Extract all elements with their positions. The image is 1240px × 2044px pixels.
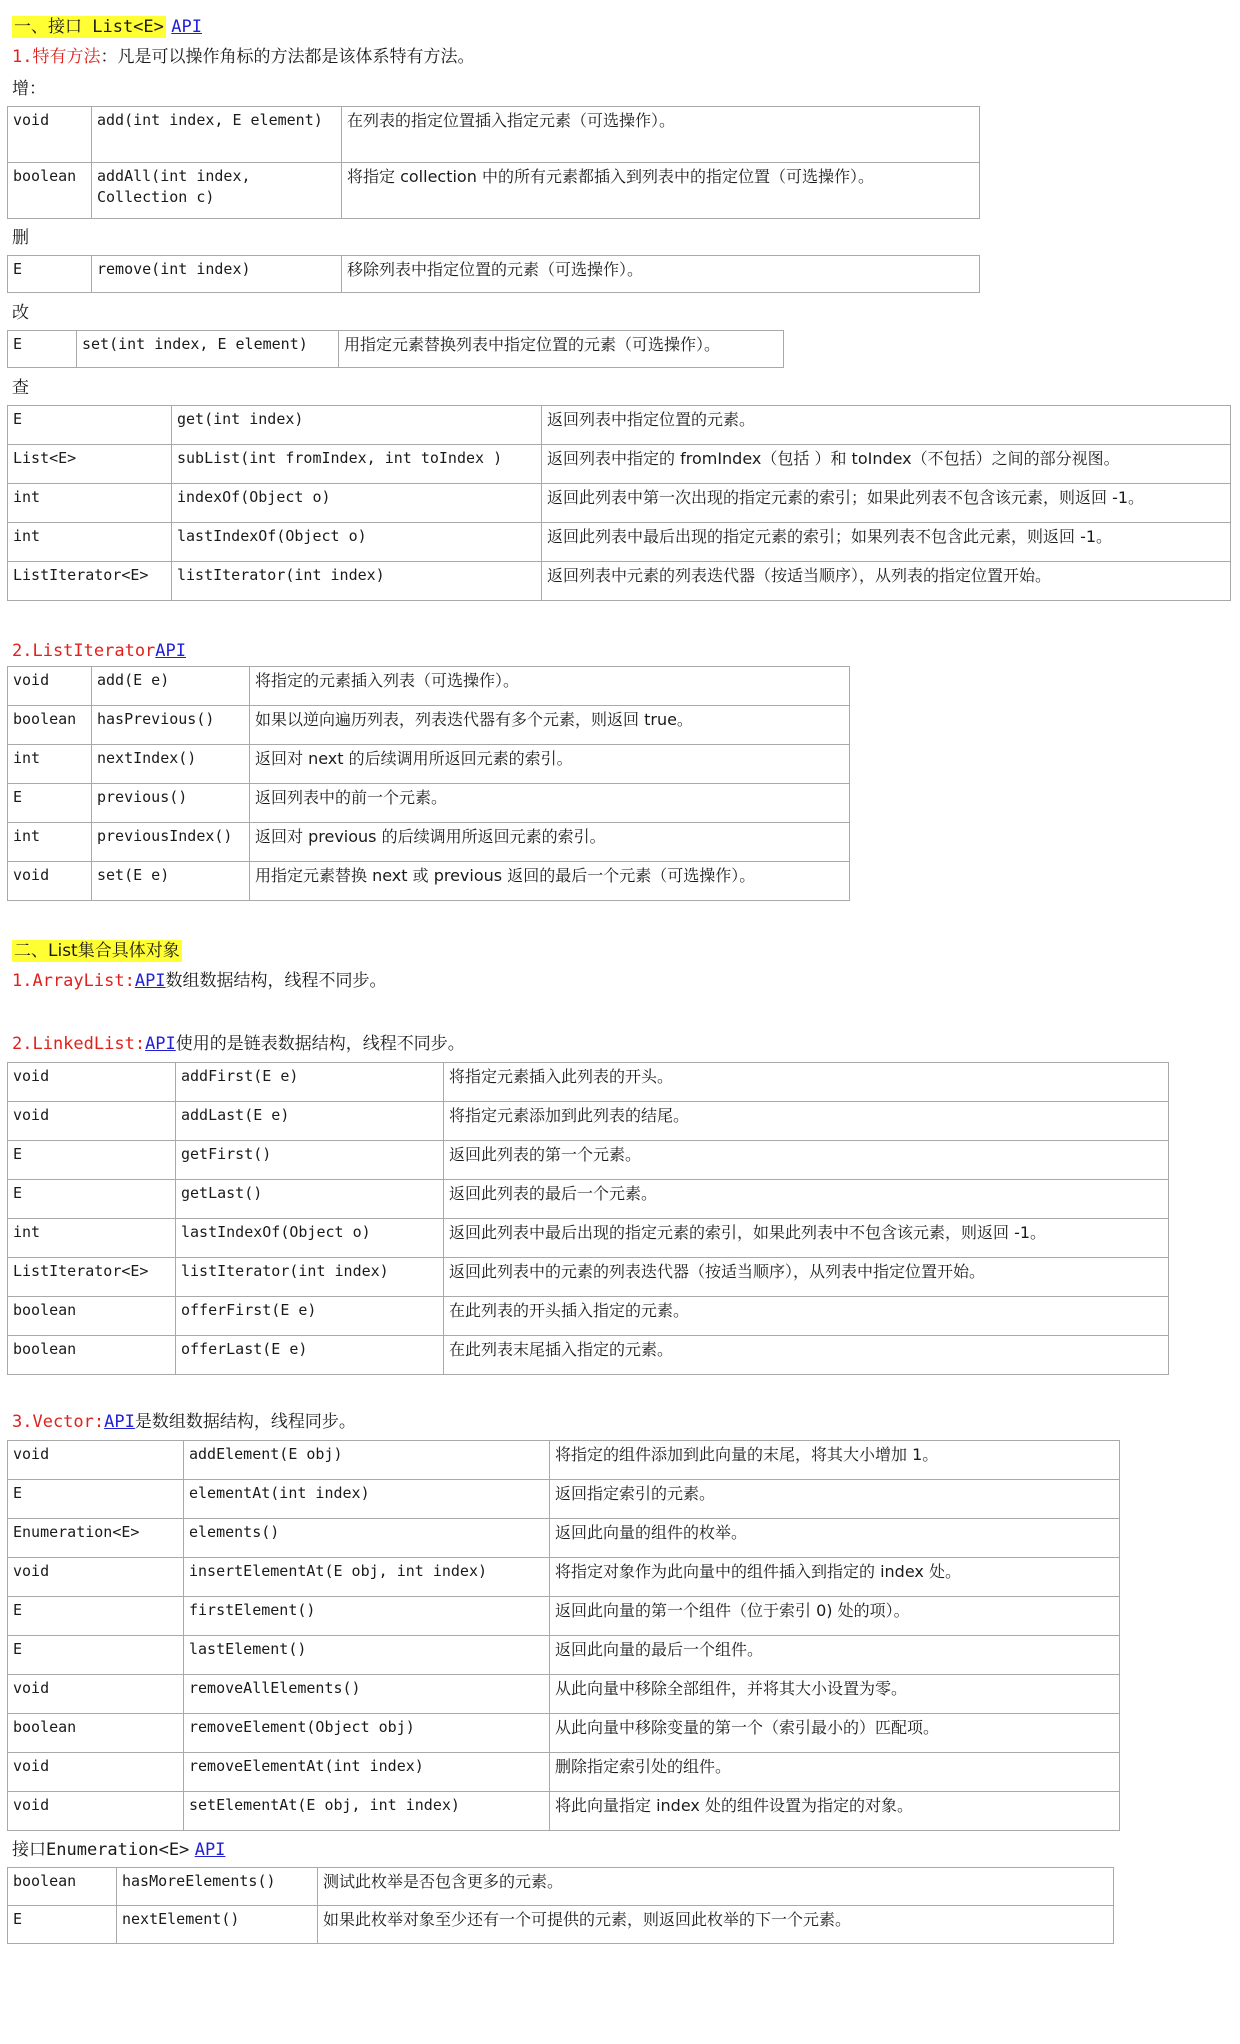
method-description-cell: 返回此向量的组件的枚举。 bbox=[550, 1519, 1120, 1558]
return-type-cell: E bbox=[8, 1597, 184, 1636]
method-description-cell: 返回此向量的第一个组件（位于索引 0) 处的项）。 bbox=[550, 1597, 1120, 1636]
method-signature-cell: remove(int index) bbox=[92, 256, 342, 293]
return-type-cell: E bbox=[8, 1636, 184, 1675]
method-signature-cell: hasMoreElements() bbox=[117, 1868, 318, 1906]
table-row bbox=[8, 1297, 1169, 1336]
return-type-cell: E bbox=[8, 1480, 184, 1519]
method-description-cell: 如果以逆向遍历列表，列表迭代器有多个元素，则返回 true。 bbox=[250, 706, 850, 745]
table-row bbox=[8, 562, 1231, 601]
table-row bbox=[8, 1558, 1120, 1597]
method-description-cell: 移除列表中指定位置的元素（可选操作）。 bbox=[342, 256, 980, 293]
delete-label: 删 bbox=[12, 228, 29, 248]
special-methods-line bbox=[12, 46, 474, 68]
method-signature-cell: hasPrevious() bbox=[92, 706, 250, 745]
return-type-cell: void bbox=[8, 1753, 184, 1792]
return-type-cell: int bbox=[8, 823, 92, 862]
method-signature-cell: indexOf(Object o) bbox=[172, 484, 542, 523]
arraylist-desc: 数组数据结构，线程不同步。 bbox=[165, 971, 387, 991]
method-signature-cell: offerLast(E e) bbox=[176, 1336, 444, 1375]
method-description-cell: 返回列表中指定的 fromIndex（包括 ）和 toIndex（不包括）之间的部分视图。 bbox=[542, 445, 1231, 484]
table-row bbox=[8, 1868, 1114, 1906]
method-description-cell: 测试此枚举是否包含更多的元素。 bbox=[318, 1868, 1114, 1906]
method-description-cell: 返回此列表的第一个元素。 bbox=[444, 1141, 1169, 1180]
return-type-cell: void bbox=[8, 107, 92, 163]
method-signature-cell: set(E e) bbox=[92, 862, 250, 901]
return-type-cell: void bbox=[8, 1063, 176, 1102]
section1-heading-text: 一、接口 List<E> bbox=[14, 17, 164, 37]
method-description-cell: 返回此列表中最后出现的指定元素的索引；如果列表不包含此元素，则返回 -1。 bbox=[542, 523, 1231, 562]
special-num: 1. bbox=[12, 47, 33, 67]
method-description-cell: 在此列表末尾插入指定的元素。 bbox=[444, 1336, 1169, 1375]
return-type-cell: void bbox=[8, 1102, 176, 1141]
return-type-cell: boolean bbox=[8, 706, 92, 745]
table-row bbox=[8, 406, 1231, 445]
table-row bbox=[8, 484, 1231, 523]
return-type-cell: void bbox=[8, 862, 92, 901]
return-type-cell: E bbox=[8, 256, 92, 293]
arraylist-api-link[interactable]: API bbox=[134, 971, 166, 991]
method-description-cell: 返回此列表中最后出现的指定元素的索引，如果此列表中不包含该元素，则返回 -1。 bbox=[444, 1219, 1169, 1258]
vector-line bbox=[12, 1411, 356, 1433]
return-type-cell: ListIterator<E> bbox=[8, 562, 172, 601]
table-row bbox=[8, 331, 784, 368]
enumeration-line bbox=[12, 1839, 225, 1861]
table-row bbox=[8, 1063, 1169, 1102]
method-signature-cell: listIterator(int index) bbox=[176, 1258, 444, 1297]
table-row bbox=[8, 1480, 1120, 1519]
table-row bbox=[8, 445, 1231, 484]
return-type-cell: int bbox=[8, 523, 172, 562]
table-row bbox=[8, 862, 850, 901]
table-row bbox=[8, 163, 980, 219]
method-description-cell: 将指定对象作为此向量中的组件插入到指定的 index 处。 bbox=[550, 1558, 1120, 1597]
arraylist-title: 1.ArrayList: bbox=[12, 971, 135, 991]
listiterator-methods-table bbox=[7, 666, 850, 901]
return-type-cell: void bbox=[8, 1558, 184, 1597]
return-type-cell: ListIterator<E> bbox=[8, 1258, 176, 1297]
enumeration-methods-table bbox=[7, 1867, 1114, 1944]
query-methods-table bbox=[7, 405, 1231, 601]
enumeration-api-link[interactable]: API bbox=[194, 1840, 226, 1860]
method-signature-cell: previousIndex() bbox=[92, 823, 250, 862]
table-row bbox=[8, 1258, 1169, 1297]
vector-methods-table bbox=[7, 1440, 1120, 1831]
return-type-cell: int bbox=[8, 484, 172, 523]
return-type-cell: boolean bbox=[8, 1336, 176, 1375]
table-row bbox=[8, 1141, 1169, 1180]
linkedlist-title: 2.LinkedList: bbox=[12, 1034, 146, 1054]
return-type-cell: Enumeration<E> bbox=[8, 1519, 184, 1558]
method-signature-cell: setElementAt(E obj, int index) bbox=[184, 1792, 550, 1831]
return-type-cell: void bbox=[8, 1441, 184, 1480]
method-signature-cell: lastIndexOf(Object o) bbox=[172, 523, 542, 562]
table-row bbox=[8, 1519, 1120, 1558]
method-signature-cell: get(int index) bbox=[172, 406, 542, 445]
table-row bbox=[8, 1792, 1120, 1831]
method-description-cell: 从此向量中移除全部组件，并将其大小设置为零。 bbox=[550, 1675, 1120, 1714]
table-row bbox=[8, 823, 850, 862]
method-description-cell: 将指定元素插入此列表的开头。 bbox=[444, 1063, 1169, 1102]
linkedlist-desc: 使用的是链表数据结构，线程不同步。 bbox=[175, 1034, 465, 1054]
linkedlist-methods-table bbox=[7, 1062, 1169, 1375]
method-description-cell: 将此向量指定 index 处的组件设置为指定的对象。 bbox=[550, 1792, 1120, 1831]
special-desc: ：凡是可以操作角标的方法都是该体系特有方法。 bbox=[100, 47, 475, 67]
section2-heading-text: 二、List集合具体对象 bbox=[14, 941, 180, 961]
method-description-cell: 返回此列表中的元素的列表迭代器（按适当顺序），从列表中指定位置开始。 bbox=[444, 1258, 1169, 1297]
return-type-cell: E bbox=[8, 406, 172, 445]
return-type-cell: E bbox=[8, 331, 77, 368]
method-description-cell: 如果此枚举对象至少还有一个可提供的元素，则返回此枚举的下一个元素。 bbox=[318, 1906, 1114, 1944]
return-type-cell: E bbox=[8, 784, 92, 823]
method-description-cell: 返回列表中指定位置的元素。 bbox=[542, 406, 1231, 445]
section2-heading bbox=[12, 940, 182, 962]
return-type-cell: boolean bbox=[8, 1714, 184, 1753]
method-signature-cell: elementAt(int index) bbox=[184, 1480, 550, 1519]
method-signature-cell: set(int index, E element) bbox=[77, 331, 339, 368]
method-signature-cell: removeElementAt(int index) bbox=[184, 1753, 550, 1792]
return-type-cell: void bbox=[8, 1675, 184, 1714]
return-type-cell: E bbox=[8, 1180, 176, 1219]
method-signature-cell: addElement(E obj) bbox=[184, 1441, 550, 1480]
method-description-cell: 用指定元素替换 next 或 previous 返回的最后一个元素（可选操作）。 bbox=[250, 862, 850, 901]
method-signature-cell: firstElement() bbox=[184, 1597, 550, 1636]
vector-title: 3.Vector: bbox=[12, 1412, 105, 1432]
vector-api-link[interactable]: API bbox=[104, 1412, 135, 1432]
method-description-cell: 返回列表中的前一个元素。 bbox=[250, 784, 850, 823]
return-type-cell: E bbox=[8, 1906, 117, 1944]
vector-desc: 是数组数据结构，线程同步。 bbox=[134, 1412, 356, 1432]
return-type-cell: int bbox=[8, 745, 92, 784]
method-description-cell: 将指定 collection 中的所有元素都插入到列表中的指定位置（可选操作）。 bbox=[342, 163, 980, 219]
query-label: 查 bbox=[12, 378, 29, 398]
section1-api-link[interactable]: API bbox=[171, 17, 203, 37]
return-type-cell: void bbox=[8, 1792, 184, 1831]
method-signature-cell: addAll(int index, Collection c) bbox=[92, 163, 342, 219]
modify-label: 改 bbox=[12, 303, 29, 323]
method-description-cell: 将指定的元素插入列表（可选操作）。 bbox=[250, 667, 850, 706]
method-signature-cell: getLast() bbox=[176, 1180, 444, 1219]
method-signature-cell: addLast(E e) bbox=[176, 1102, 444, 1141]
method-signature-cell: addFirst(E e) bbox=[176, 1063, 444, 1102]
return-type-cell: boolean bbox=[8, 1297, 176, 1336]
method-description-cell: 用指定元素替换列表中指定位置的元素（可选操作）。 bbox=[339, 331, 784, 368]
table-row bbox=[8, 256, 980, 293]
method-description-cell: 返回对 next 的后续调用所返回元素的索引。 bbox=[250, 745, 850, 784]
table-row bbox=[8, 667, 850, 706]
method-description-cell: 返回指定索引的元素。 bbox=[550, 1480, 1120, 1519]
method-signature-cell: insertElementAt(E obj, int index) bbox=[184, 1558, 550, 1597]
return-type-cell: void bbox=[8, 667, 92, 706]
add-label: 增： bbox=[12, 79, 46, 99]
table-row bbox=[8, 1714, 1120, 1753]
method-signature-cell: elements() bbox=[184, 1519, 550, 1558]
method-description-cell: 返回列表中元素的列表迭代器（按适当顺序），从列表的指定位置开始。 bbox=[542, 562, 1231, 601]
table-row bbox=[8, 107, 980, 163]
method-description-cell: 将指定元素添加到此列表的结尾。 bbox=[444, 1102, 1169, 1141]
table-row bbox=[8, 523, 1231, 562]
listiterator-title-line bbox=[12, 640, 186, 662]
method-description-cell: 删除指定索引处的组件。 bbox=[550, 1753, 1120, 1792]
return-type-cell: List<E> bbox=[8, 445, 172, 484]
method-signature-cell: previous() bbox=[92, 784, 250, 823]
method-signature-cell: removeElement(Object obj) bbox=[184, 1714, 550, 1753]
method-signature-cell: nextIndex() bbox=[92, 745, 250, 784]
table-row bbox=[8, 1336, 1169, 1375]
table-row bbox=[8, 1441, 1120, 1480]
method-signature-cell: add(E e) bbox=[92, 667, 250, 706]
table-row bbox=[8, 1219, 1169, 1258]
arraylist-line bbox=[12, 970, 387, 992]
listiterator-api-link[interactable]: API bbox=[155, 641, 187, 661]
enumeration-title: 接口Enumeration<E> bbox=[12, 1840, 190, 1860]
table-row bbox=[8, 1102, 1169, 1141]
table-row bbox=[8, 1675, 1120, 1714]
method-signature-cell: offerFirst(E e) bbox=[176, 1297, 444, 1336]
special-title: 特有方法 bbox=[32, 47, 101, 67]
method-signature-cell: lastElement() bbox=[184, 1636, 550, 1675]
method-description-cell: 返回此列表中第一次出现的指定元素的索引；如果此列表不包含该元素，则返回 -1。 bbox=[542, 484, 1231, 523]
table-row bbox=[8, 1180, 1169, 1219]
method-signature-cell: lastIndexOf(Object o) bbox=[176, 1219, 444, 1258]
listiterator-title: 2.ListIterator bbox=[12, 641, 156, 661]
method-description-cell: 从此向量中移除变量的第一个（索引最小的）匹配项。 bbox=[550, 1714, 1120, 1753]
method-description-cell: 返回此列表的最后一个元素。 bbox=[444, 1180, 1169, 1219]
method-description-cell: 在列表的指定位置插入指定元素（可选操作）。 bbox=[342, 107, 980, 163]
return-type-cell: boolean bbox=[8, 1868, 117, 1906]
add-methods-table bbox=[7, 106, 980, 219]
table-row bbox=[8, 1636, 1120, 1675]
return-type-cell: boolean bbox=[8, 163, 92, 219]
method-description-cell: 在此列表的开头插入指定的元素。 bbox=[444, 1297, 1169, 1336]
method-signature-cell: removeAllElements() bbox=[184, 1675, 550, 1714]
method-description-cell: 返回对 previous 的后续调用所返回元素的索引。 bbox=[250, 823, 850, 862]
return-type-cell: E bbox=[8, 1141, 176, 1180]
modify-methods-table bbox=[7, 330, 784, 368]
table-row bbox=[8, 1753, 1120, 1792]
method-signature-cell: add(int index, E element) bbox=[92, 107, 342, 163]
method-description-cell: 将指定的组件添加到此向量的末尾，将其大小增加 1。 bbox=[550, 1441, 1120, 1480]
method-signature-cell: getFirst() bbox=[176, 1141, 444, 1180]
table-row bbox=[8, 745, 850, 784]
table-row bbox=[8, 784, 850, 823]
delete-methods-table bbox=[7, 255, 980, 293]
table-row bbox=[8, 1597, 1120, 1636]
method-signature-cell: nextElement() bbox=[117, 1906, 318, 1944]
section1-heading bbox=[12, 16, 202, 38]
table-row bbox=[8, 706, 850, 745]
method-signature-cell: listIterator(int index) bbox=[172, 562, 542, 601]
linkedlist-line bbox=[12, 1033, 465, 1055]
table-row bbox=[8, 1906, 1114, 1944]
return-type-cell: int bbox=[8, 1219, 176, 1258]
method-description-cell: 返回此向量的最后一个组件。 bbox=[550, 1636, 1120, 1675]
method-signature-cell: subList(int fromIndex, int toIndex ) bbox=[172, 445, 542, 484]
linkedlist-api-link[interactable]: API bbox=[145, 1034, 176, 1054]
